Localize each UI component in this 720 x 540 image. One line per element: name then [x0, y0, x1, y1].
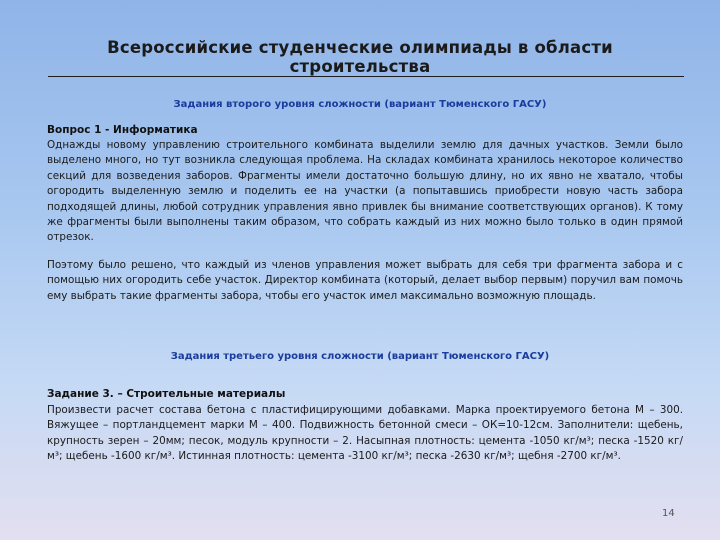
- section2-paragraph-2: Поэтому было решено, что каждый из членов управления может выбрать для себя три фрагмента забора и с помощью них огородить себе участок. Директор комбината (который, делает выбор первым) поручил вам помочь ему выбрать такие фрагменты забора, чтобы его участок имел максимально возможную площадь.: [47, 259, 683, 302]
- section2-subtitle: Задания второго уровня сложности (вариант Тюменского ГАСУ): [173, 99, 547, 110]
- section2-heading: Вопрос 1 - Информатика: [47, 124, 198, 136]
- page-number: 14: [662, 508, 675, 519]
- section3-subtitle: Задания третьего уровня сложности (вариант Тюменского ГАСУ): [170, 351, 550, 362]
- section2-paragraph-1: Однажды новому управлению строительного комбината выделили землю для дачных участков. Земли было выделено много, но тут возникла следующая проблема. На складах комбината хранилось некоторое количество секций для возведения заборов. Фрагменты имели достаточно большую длину, но их явно не хватало, чтобы огородить выделенную землю и поделить ее на участки (а попытавшись приобрести новую часть забора подходящей длины, любой сотрудник управления явно привлек бы внимание соответствующих органов). К тому же фрагменты были выполнены таким образом, что собрать каждый из них можно было только в один прямой отрезок.: [47, 139, 683, 244]
- title-underline: [48, 76, 684, 77]
- section3-paragraph: Произвести расчет состава бетона с пластифицирующими добавками. Марка проектируемого бетона М – 300. Вяжущее – портландцемент марки М – 400. Подвижность бетонной смеси – ОК=10-12см. Заполнители: щебень, крупность зерен – 20мм; песок, модуль крупности – 2. Насыпная плотность: цемента -1050 кг/м³; песка -1520 кг/м³; щебень -1600 кг/м³. Истинная плотность: цемента -3100 кг/м³; песка -2630 кг/м³; щебня -2700 кг/м³.: [47, 404, 683, 463]
- slide-title: Всероссийские студенческие олимпиады в области строительства: [107, 38, 613, 76]
- section3-heading: Задание 3. – Строительные материалы: [47, 388, 286, 400]
